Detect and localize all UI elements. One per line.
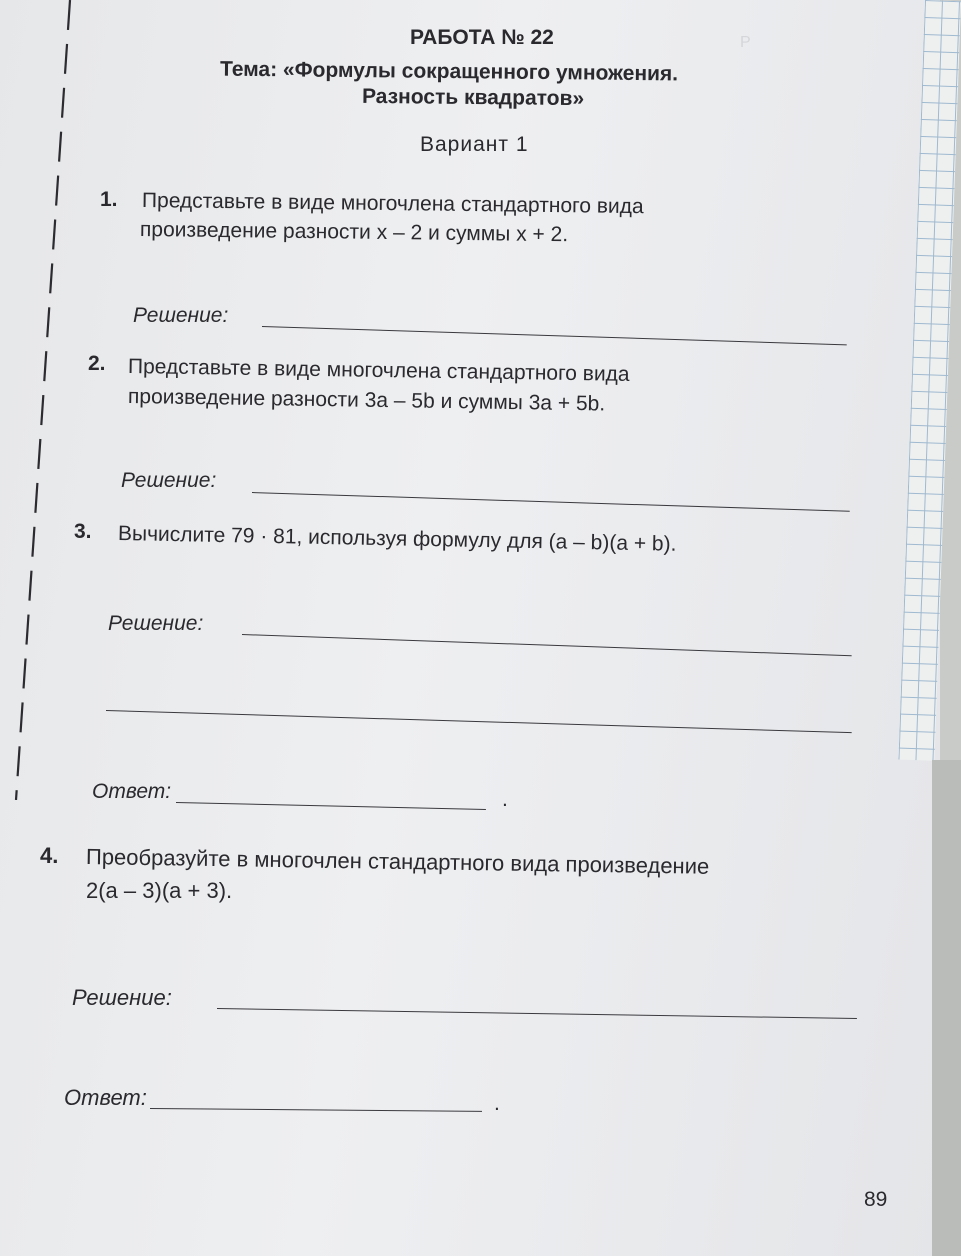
task-3-solution-line-1 <box>242 634 852 656</box>
task-2-line-2: произведение разности 3a – 5b и суммы 3a + 5b. <box>127 385 606 416</box>
work-title: РАБОТА № 22 <box>410 26 554 49</box>
task-1-line-1: Представьте в виде многочлена стандартного вида <box>141 189 644 219</box>
variant-label: Вариант 1 <box>420 133 529 156</box>
task-2-solution-label: Решение: <box>121 469 217 492</box>
task-3-line-1: Вычислите 79 · 81, используя формулу для (a – b)(a + b). <box>117 522 677 556</box>
task-4-answer-line <box>150 1108 482 1112</box>
task-4-line-2: 2(a – 3)(a + 3). <box>86 878 233 903</box>
task-2-number: 2. <box>88 352 106 375</box>
task-3-number: 3. <box>74 520 92 543</box>
topic-line-1: Тема: «Формулы сокращенного умножения. <box>219 57 679 86</box>
task-2-line-1: Представьте в виде многочлена стандартного вида <box>127 355 630 386</box>
task-4-number: 4. <box>40 843 59 868</box>
page-number: 89 <box>864 1188 888 1211</box>
task-3-answer-dot: . <box>502 788 508 811</box>
task-4-answer-label: Ответ: <box>64 1085 147 1110</box>
task-3-solution-line-2 <box>106 710 852 733</box>
task-4-solution-label: Решение: <box>72 985 172 1010</box>
task-3-answer-line <box>176 802 486 810</box>
task-3-answer-label: Ответ: <box>92 780 172 803</box>
task-1-solution-line <box>262 326 847 345</box>
background-surface <box>932 760 961 1256</box>
task-4-line-1: Преобразуйте в многочлен стандартного вида произведение <box>85 844 710 879</box>
task-1-solution-label: Решение: <box>133 304 229 327</box>
task-3-solution-label: Решение: <box>108 612 204 635</box>
task-2-solution-line <box>252 492 850 512</box>
dashed-cut-line <box>14 0 74 800</box>
show-through-text: Р <box>740 34 751 51</box>
task-1-number: 1. <box>100 188 118 211</box>
task-4-solution-line <box>217 1008 857 1019</box>
task-4-answer-dot: . <box>494 1092 500 1115</box>
topic-line-2: Разность квадратов» <box>361 84 585 111</box>
task-1-line-2: произведение разности x – 2 и суммы x + 2. <box>139 218 569 247</box>
